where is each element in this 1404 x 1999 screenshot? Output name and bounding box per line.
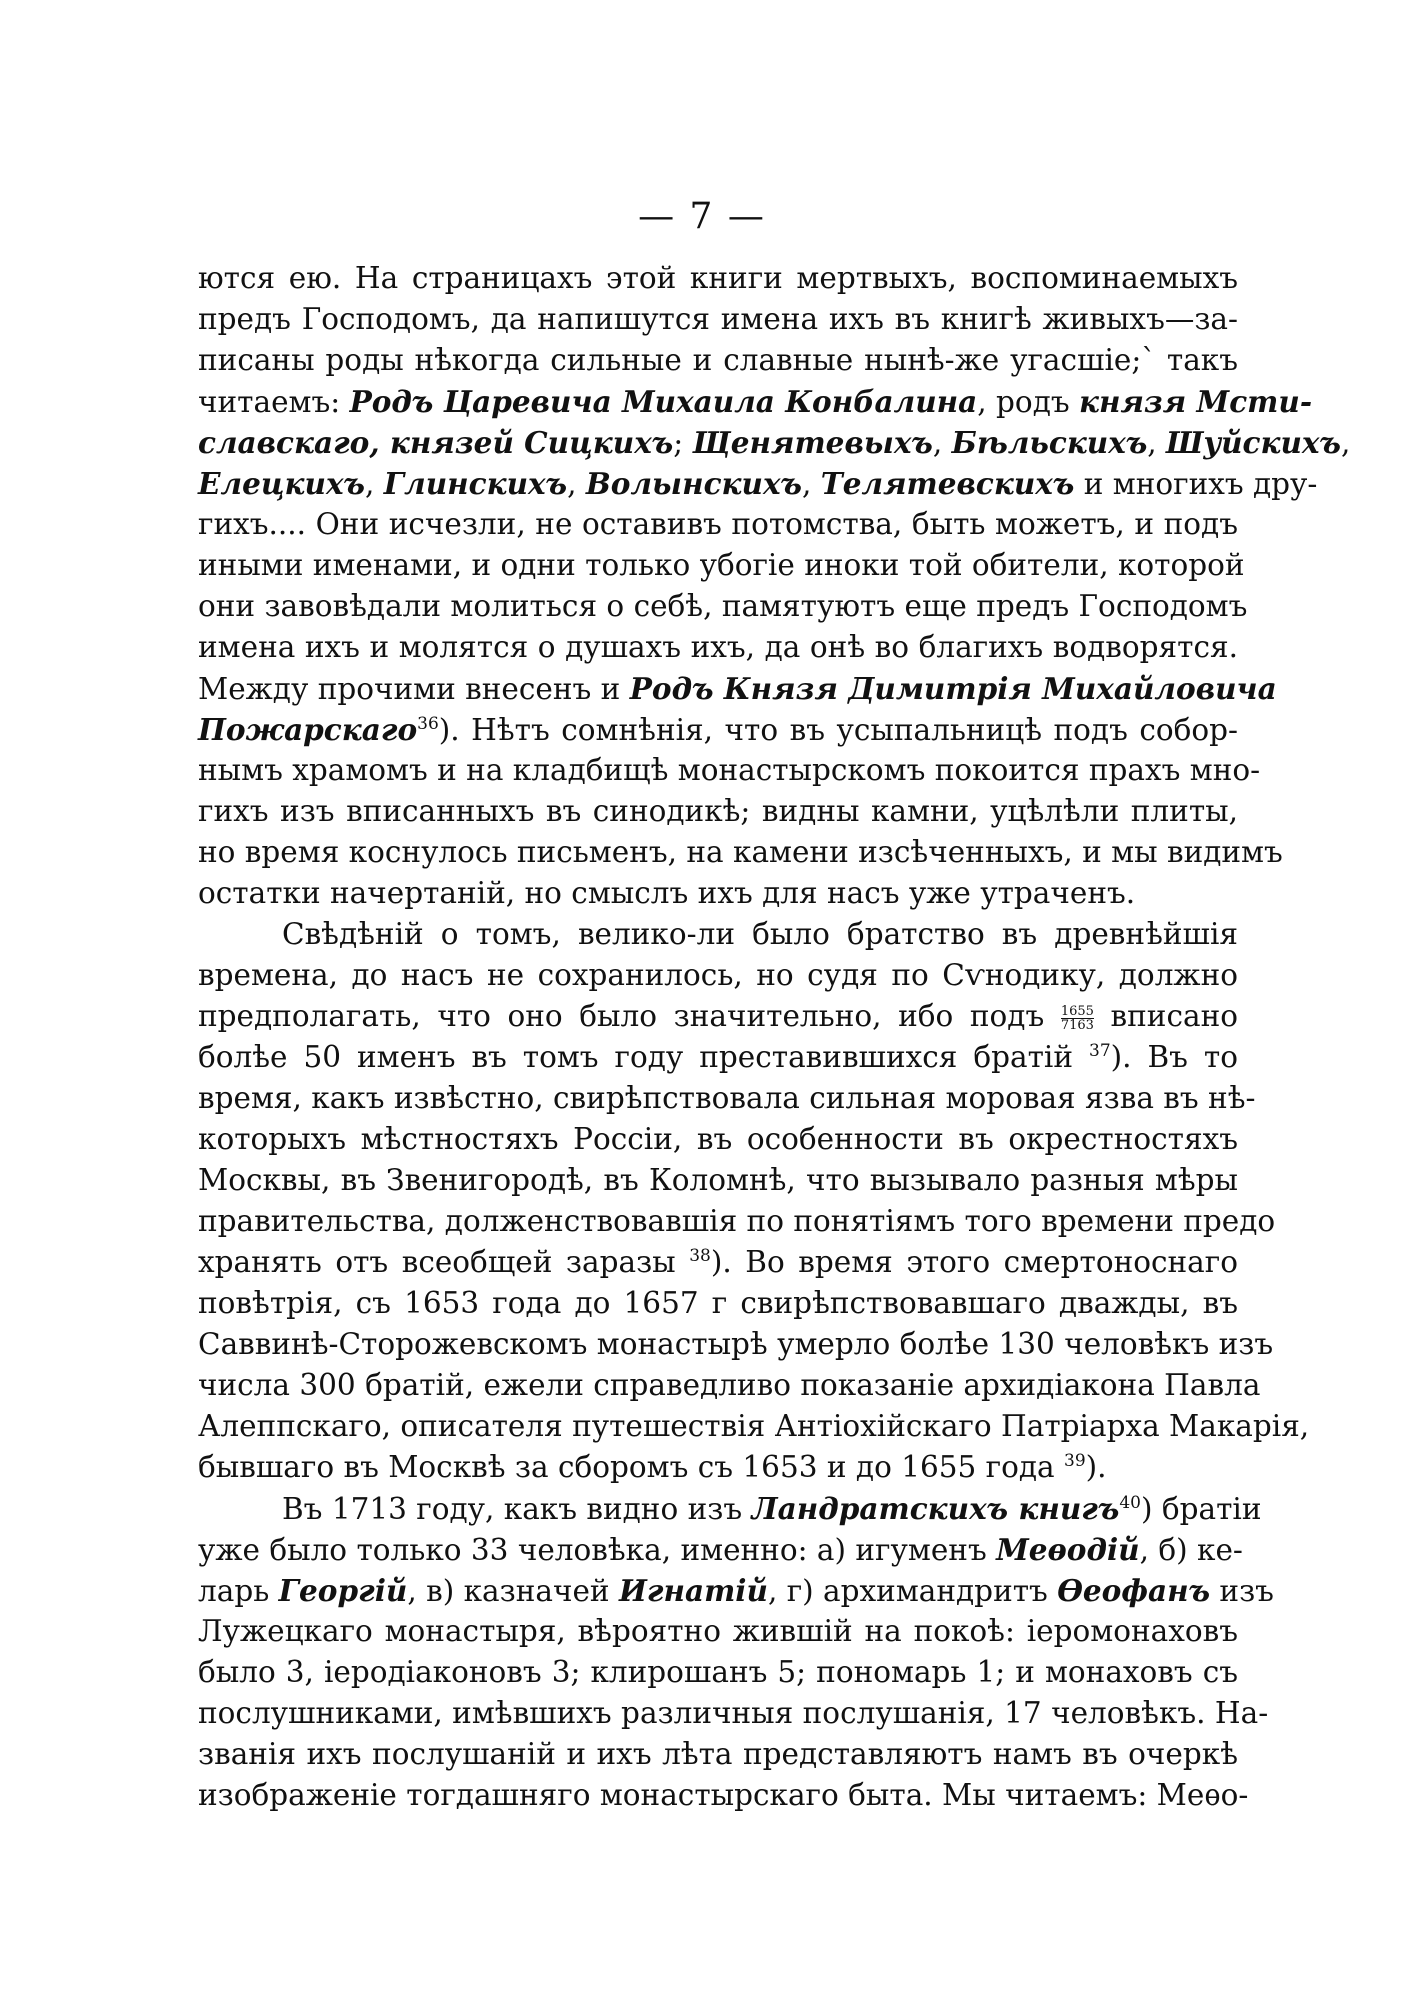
- text-line: писаны роды нѣкогда сильные и славные нынѣ-же угасшіе;` такъ: [198, 343, 1238, 377]
- text-run: ) братіи: [1140, 1492, 1262, 1526]
- text-line: остатки начертаній, но смыслъ ихъ для насъ уже утраченъ.: [198, 876, 1136, 910]
- text-line: [198, 1488, 1262, 1529]
- italic-name: Меѳодій: [996, 1532, 1140, 1567]
- text-line: но время коснулось письменъ, на камени изсѣченныхъ, и мы видимъ: [198, 835, 1283, 869]
- text-run: ,: [932, 426, 952, 460]
- text-line: [198, 1529, 1243, 1570]
- italic-name: Щенятевыхъ: [692, 425, 933, 460]
- text-run: ). Въ то: [1110, 1040, 1238, 1074]
- text-line: гихъ.... Они исчезли, не оставивъ потомства, быть можетъ, и подъ: [198, 507, 1238, 541]
- text-run: ,: [365, 467, 384, 501]
- text-line: числа 300 братій, ежели справедливо показаніе архидіакона Павла: [198, 1368, 1261, 1402]
- text-run: , г) архимандритъ: [767, 1574, 1058, 1608]
- italic-name: Ландратскихъ книгъ: [751, 1491, 1120, 1526]
- date-fraction: [1061, 1005, 1094, 1032]
- text-line: Алеппскаго, описателя путешествія Антіохійскаго Патріарха Макарія,: [198, 1409, 1310, 1443]
- text-line: [198, 709, 1238, 750]
- italic-name: Родъ Князя Димитрія Михайловича: [629, 671, 1277, 706]
- text-run: болѣе 50 именъ въ томъ году преставившихся братій: [198, 1040, 1089, 1074]
- text-run: уже было только 33 человѣка, именно: а) игуменъ: [198, 1533, 997, 1567]
- text-line: [198, 1447, 1238, 1488]
- body-text: [198, 258, 1351, 1816]
- text-line: иными именами, и одни только убогіе иноки той обители, которой: [198, 548, 1245, 582]
- footnote-ref: 36: [417, 714, 439, 735]
- text-run: Въ 1713 году, какъ видно изъ: [282, 1492, 752, 1526]
- text-line: которыхъ мѣстностяхъ Россіи, въ особенности въ окрестностяхъ: [198, 1122, 1238, 1156]
- text-line: [198, 1242, 1238, 1283]
- text-line: правительства, долженствовавшія по понятіямъ того времени предо: [198, 1204, 1276, 1238]
- text-line: Лужецкаго монастыря, вѣроятно жившій на покоѣ: іеромонаховъ: [198, 1614, 1238, 1648]
- text-line: времена, до насъ не сохранилось, но судя по Сѵнодику, должно: [198, 958, 1238, 992]
- text-line: имена ихъ и молятся о душахъ ихъ, да онѣ во благихъ водворятся.: [198, 630, 1238, 664]
- page-number: — 7 —: [638, 196, 766, 237]
- text-run: изъ: [1210, 1574, 1274, 1608]
- text-run: , б) ке-: [1139, 1533, 1243, 1567]
- text-line: было 3, іеродіаконовъ 3; клирошанъ 5; пономарь 1; и монаховъ съ: [198, 1655, 1238, 1689]
- text-line: званія ихъ послушаній и ихъ лѣта представляютъ намъ въ очеркѣ: [198, 1737, 1238, 1771]
- text-run: ). Во время этого смертоноснаго: [710, 1245, 1238, 1279]
- text-line: ются ею. На страницахъ этой книги мертвыхъ, воспоминаемыхъ: [198, 261, 1238, 295]
- text-line: [198, 381, 1313, 422]
- text-line: они завовѣдали молиться о себѣ, памятуютъ еще предъ Господомъ: [198, 589, 1248, 623]
- italic-name: Шуйскихъ: [1166, 425, 1341, 460]
- text-line: Москвы, въ Звенигородѣ, въ Коломнѣ, что вызывало разныя мѣры: [198, 1163, 1238, 1197]
- text-line: послушниками, имѣвшихъ различныя послушанія, 17 человѣкъ. На-: [198, 1696, 1269, 1730]
- text-run: вписано: [1093, 999, 1238, 1033]
- text-run: ). Нѣтъ сомнѣнія, что въ усыпальницѣ подъ собор-: [438, 713, 1238, 747]
- text-line: [198, 1570, 1274, 1611]
- text-line: время, какъ извѣстно, свирѣпствовала сильная моровая язва въ нѣ-: [198, 1081, 1256, 1115]
- footnote-ref: 38: [689, 1246, 711, 1267]
- text-run: Между прочими внесенъ и: [198, 672, 630, 706]
- italic-name: Ѳеофанъ: [1057, 1573, 1211, 1608]
- fraction-denominator: 7163: [1060, 1017, 1094, 1033]
- italic-name: князя Мсти-: [1079, 384, 1313, 419]
- text-line: повѣтрія, съ 1653 года до 1657 г свирѣпствовавшаго дважды, въ: [198, 1286, 1238, 1320]
- footnote-ref: 40: [1119, 1493, 1141, 1514]
- text-line: нымъ храмомъ и на кладбищѣ монастырскомъ покоится прахъ мно-: [198, 753, 1261, 787]
- text-run: , родъ: [977, 385, 1080, 419]
- text-run: , в) казначей: [407, 1574, 619, 1608]
- text-line: Саввинѣ-Сторожевскомъ монастырѣ умерло болѣе 130 человѣкъ изъ: [198, 1327, 1274, 1361]
- text-run: ларь: [198, 1574, 279, 1608]
- text-run: ,: [1147, 426, 1167, 460]
- text-run: ,: [802, 467, 821, 501]
- text-line: предъ Господомъ, да напишутся имена ихъ въ книгѣ живыхъ—за-: [198, 302, 1238, 336]
- text-run: бывшаго въ Москвѣ за сборомъ съ 1653 и до 1655 года: [198, 1450, 1065, 1484]
- text-line: [198, 668, 1277, 709]
- text-run: ,: [567, 467, 586, 501]
- text-line: [198, 463, 1318, 504]
- fraction-numerator: 1655: [1060, 1003, 1094, 1019]
- text-run: читаемъ:: [198, 385, 350, 419]
- italic-name: славскаго, князей Сицкихъ: [198, 425, 674, 460]
- text-run: и многихъ дру-: [1074, 467, 1318, 501]
- italic-name: Елецкихъ: [198, 466, 365, 501]
- text-line: [198, 422, 1351, 463]
- text-run: ).: [1085, 1450, 1107, 1484]
- italic-name: Родъ Царевича Михаила Конбалина: [349, 384, 978, 419]
- text-line: [198, 1037, 1238, 1078]
- footnote-ref: 37: [1089, 1041, 1111, 1062]
- italic-name: Бѣльскихъ: [951, 425, 1148, 460]
- text-line: Свѣдѣній о томъ, велико-ли было братство въ древнѣйшія: [282, 917, 1238, 951]
- text-run: предполагать, что оно было значительно, ибо подъ: [198, 999, 1061, 1033]
- italic-name: Глинскихъ: [383, 466, 568, 501]
- text-line: гихъ изъ вписанныхъ въ синодикѣ; видны камни, уцѣлѣли плиты,: [198, 794, 1238, 828]
- text-run: хранять отъ всеобщей заразы: [198, 1245, 690, 1279]
- italic-name: Георгій: [278, 1573, 408, 1608]
- italic-name: Телятевскихъ: [820, 466, 1075, 501]
- italic-name: Игнатій: [618, 1573, 768, 1608]
- text-line: [198, 996, 1238, 1037]
- italic-name: Волынскихъ: [585, 466, 802, 501]
- italic-name: Пожарскаго: [198, 712, 418, 747]
- text-line: изображеніе тогдашняго монастырскаго быта. Мы читаемъ: Меѳо-: [198, 1778, 1249, 1812]
- text-run: ,: [1340, 426, 1351, 460]
- text-run: ;: [673, 426, 693, 460]
- footnote-ref: 39: [1064, 1451, 1086, 1472]
